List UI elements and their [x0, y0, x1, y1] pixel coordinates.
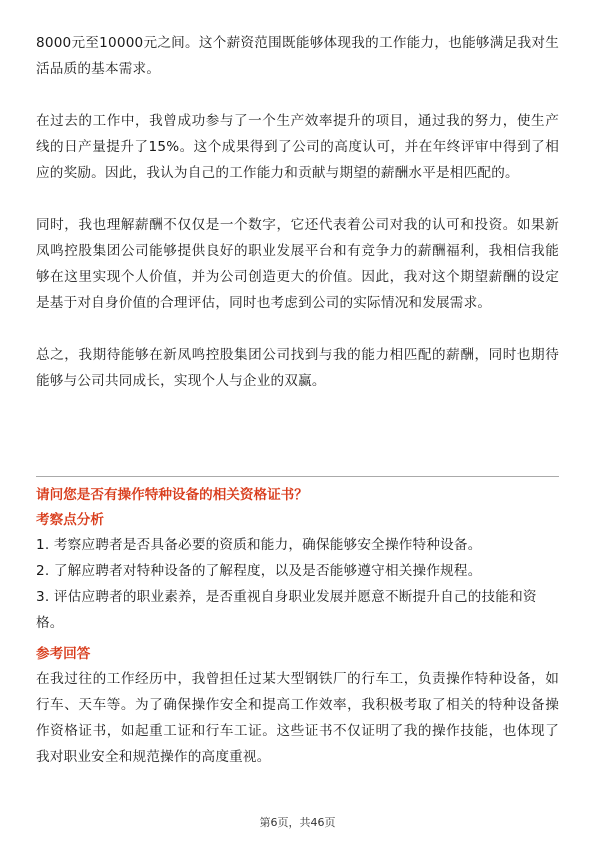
- salary-meaning-paragraph: 同时，我也理解薪酬不仅仅是一个数字，它还代表着公司对我的认可和投资。如果新凤鸣控股集团公司能够提供良好的职业发展平台和有竞争力的薪酬福利，我相信我能够在这里实现个人价值，并为公司创造更大的价值。因此，我对这个期望薪酬的设定是基于对自身价值的合理评估，同时也考虑到公司的实际情况和发展需求。: [36, 217, 559, 311]
- analysis-item: 2. 了解应聘者对特种设备的了解程度，以及是否能够遵守相关操作规程。: [36, 563, 482, 579]
- salary-range-paragraph: 8000元至10000元之间。这个薪资范围既能够体现我的工作能力，也能够满足我对生活品质的基本需求。: [36, 35, 559, 77]
- page-number: 第6页，共46页: [259, 816, 336, 829]
- question-section: [36, 482, 559, 770]
- work-achievement-paragraph: 在过去的工作中，我曾成功参与了一个生产效率提升的项目，通过我的努力，使生产线的日产量提升了15%。这个成果得到了公司的高度认可，并在年终评审中得到了相应的奖励。因此，我认为自己的工作能力和贡献与期望的薪酬水平是相匹配的。: [36, 113, 559, 181]
- answer-heading: 参考回答: [36, 646, 91, 662]
- paragraph-gap: [36, 82, 559, 108]
- answer-paragraph: 在我过往的工作经历中，我曾担任过某大型钢铁厂的行车工，负责操作特种设备，如行车、天车等。为了确保操作安全和提高工作效率，我积极考取了相关的特种设备操作资格证书，如起重工证和行车工证。这些证书不仅证明了我的操作技能，也体现了我对职业安全和规范操作的高度重视。: [36, 671, 559, 765]
- conclusion-paragraph: 总之，我期待能够在新凤鸣控股集团公司找到与我的能力相匹配的薪酬，同时也期待能够与公司共同成长，实现个人与企业的双赢。: [36, 347, 559, 389]
- paragraph-gap: [36, 316, 559, 342]
- analysis-heading: 考察点分析: [36, 512, 104, 528]
- analysis-item: 3. 评估应聘者的职业素养，是否重视自身职业发展并愿意不断提升自己的技能和资格。: [36, 589, 537, 631]
- intro-section: [36, 30, 559, 394]
- paragraph-gap: [36, 186, 559, 212]
- section-divider: [36, 476, 559, 477]
- question-heading: 请问您是否有操作特种设备的相关资格证书？: [36, 487, 308, 503]
- analysis-item: 1. 考察应聘者是否具备必要的资质和能力，确保能够安全操作特种设备。: [36, 537, 482, 553]
